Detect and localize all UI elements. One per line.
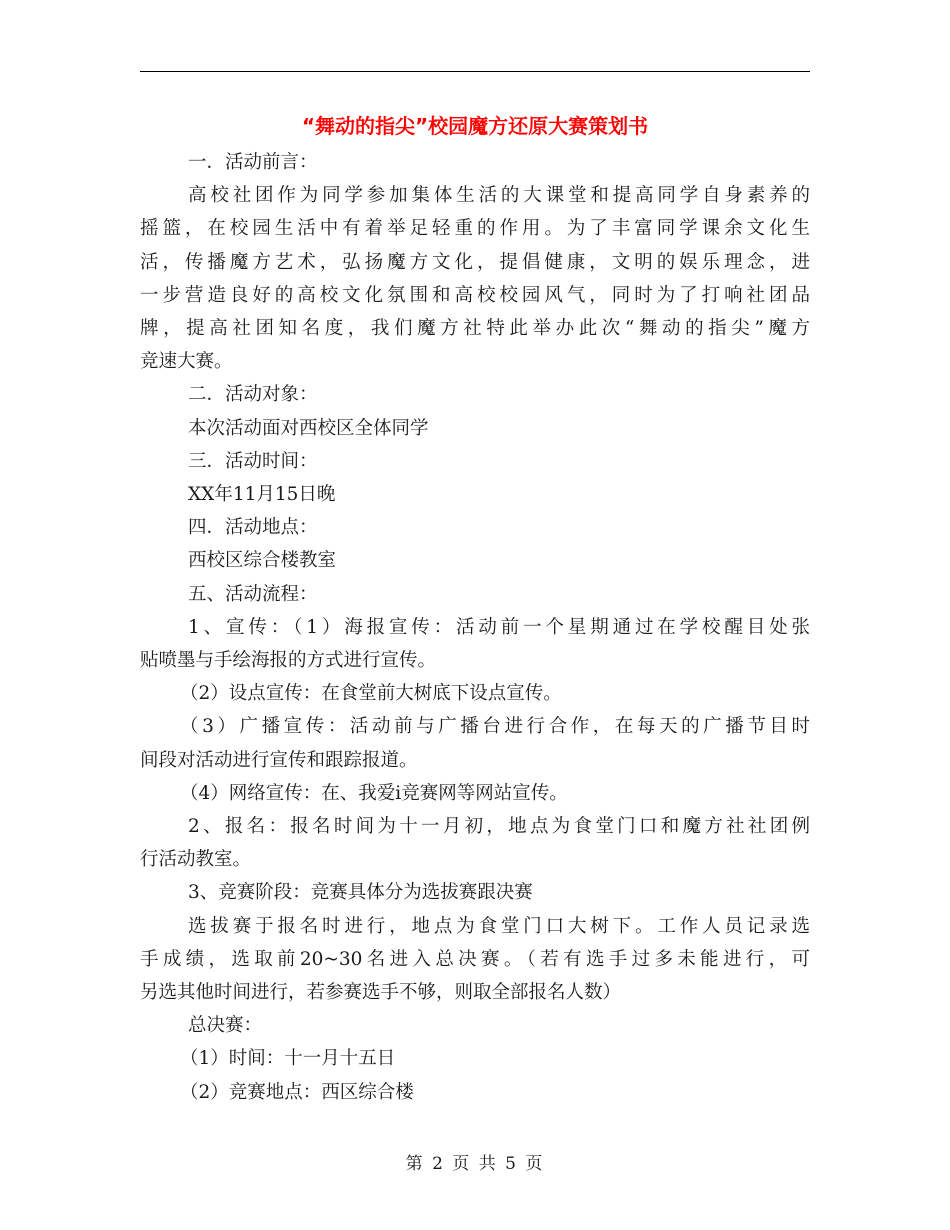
- paragraph-line: （2）竞赛地点：西区综合楼: [180, 1081, 414, 1103]
- paragraph-line: 3、竞赛阶段：竞赛具体分为选拔赛跟决赛: [188, 882, 533, 904]
- paragraph-line: （3）广播宣传：活动前与广播台进行合作，在每天的广播节目时: [180, 716, 810, 738]
- paragraph-line: 三．活动时间：: [188, 450, 318, 472]
- paragraph-line: 总决赛：: [188, 1015, 263, 1037]
- paragraph-line: 本次活动面对西校区全体同学: [188, 417, 429, 439]
- paragraph-line: （4）网络宣传：在、我爱i竞赛网等网站宣传。: [180, 782, 568, 804]
- header-rule: [140, 71, 810, 72]
- paragraph-line: 摇篮，在校园生活中有着举足轻重的作用。为了丰富同学课余文化生: [140, 218, 810, 240]
- paragraph-line: 五、活动流程：: [188, 583, 318, 605]
- paragraph-line: 2、报名：报名时间为十一月初，地点为食堂门口和魔方社社团例: [188, 816, 810, 838]
- paragraph-line: 一步营造良好的高校文化氛围和高校校园风气，同时为了打响社团品: [140, 284, 810, 306]
- paragraph-line: 高校社团作为同学参加集体生活的大课堂和提高同学自身素养的: [188, 185, 810, 207]
- paragraph-line: 贴喷墨与手绘海报的方式进行宣传。: [140, 650, 437, 672]
- paragraph-line: 选拔赛于报名时进行，地点为食堂门口大树下。工作人员记录选: [188, 915, 810, 937]
- paragraph-line: 牌，提高社团知名度，我们魔方社特此举办此次“舞动的指尖”魔方: [140, 318, 810, 340]
- document-body: [140, 146, 810, 1109]
- paragraph-line: 西校区综合楼教室: [188, 550, 337, 572]
- paragraph-line: 手成绩，选取前20~30名进入总决赛。（若有选手过多未能进行，可: [140, 948, 810, 970]
- paragraph-line: 1、宣传：（1）海报宣传：活动前一个星期通过在学校醒目处张: [188, 616, 810, 638]
- paragraph-line: （2）设点宣传：在食堂前大树底下设点宣传。: [180, 683, 562, 705]
- paragraph-line: 一．活动前言：: [188, 152, 318, 173]
- paragraph-line: 竞速大赛。: [140, 351, 233, 373]
- paragraph-line: 二．活动对象：: [188, 384, 318, 406]
- paragraph-line: XX年11月15日晚: [188, 484, 336, 506]
- paragraph-line: 行活动教室。: [140, 849, 252, 871]
- document-title: “舞动的指尖”校园魔方还原大赛策划书: [301, 114, 649, 138]
- paragraph-line: 活，传播魔方艺术，弘扬魔方文化，提倡健康，文明的娱乐理念，进: [140, 251, 810, 273]
- page-footer: 第 2 页 共 5 页: [405, 1154, 545, 1174]
- paragraph-line: 四．活动地点：: [188, 517, 318, 539]
- paragraph-line: 间段对活动进行宣传和跟踪报道。: [140, 749, 418, 771]
- paragraph-line: （1）时间：十一月十五日: [180, 1048, 396, 1070]
- paragraph-line: 另选其他时间进行，若参赛选手不够，则取全部报名人数）: [140, 982, 622, 1004]
